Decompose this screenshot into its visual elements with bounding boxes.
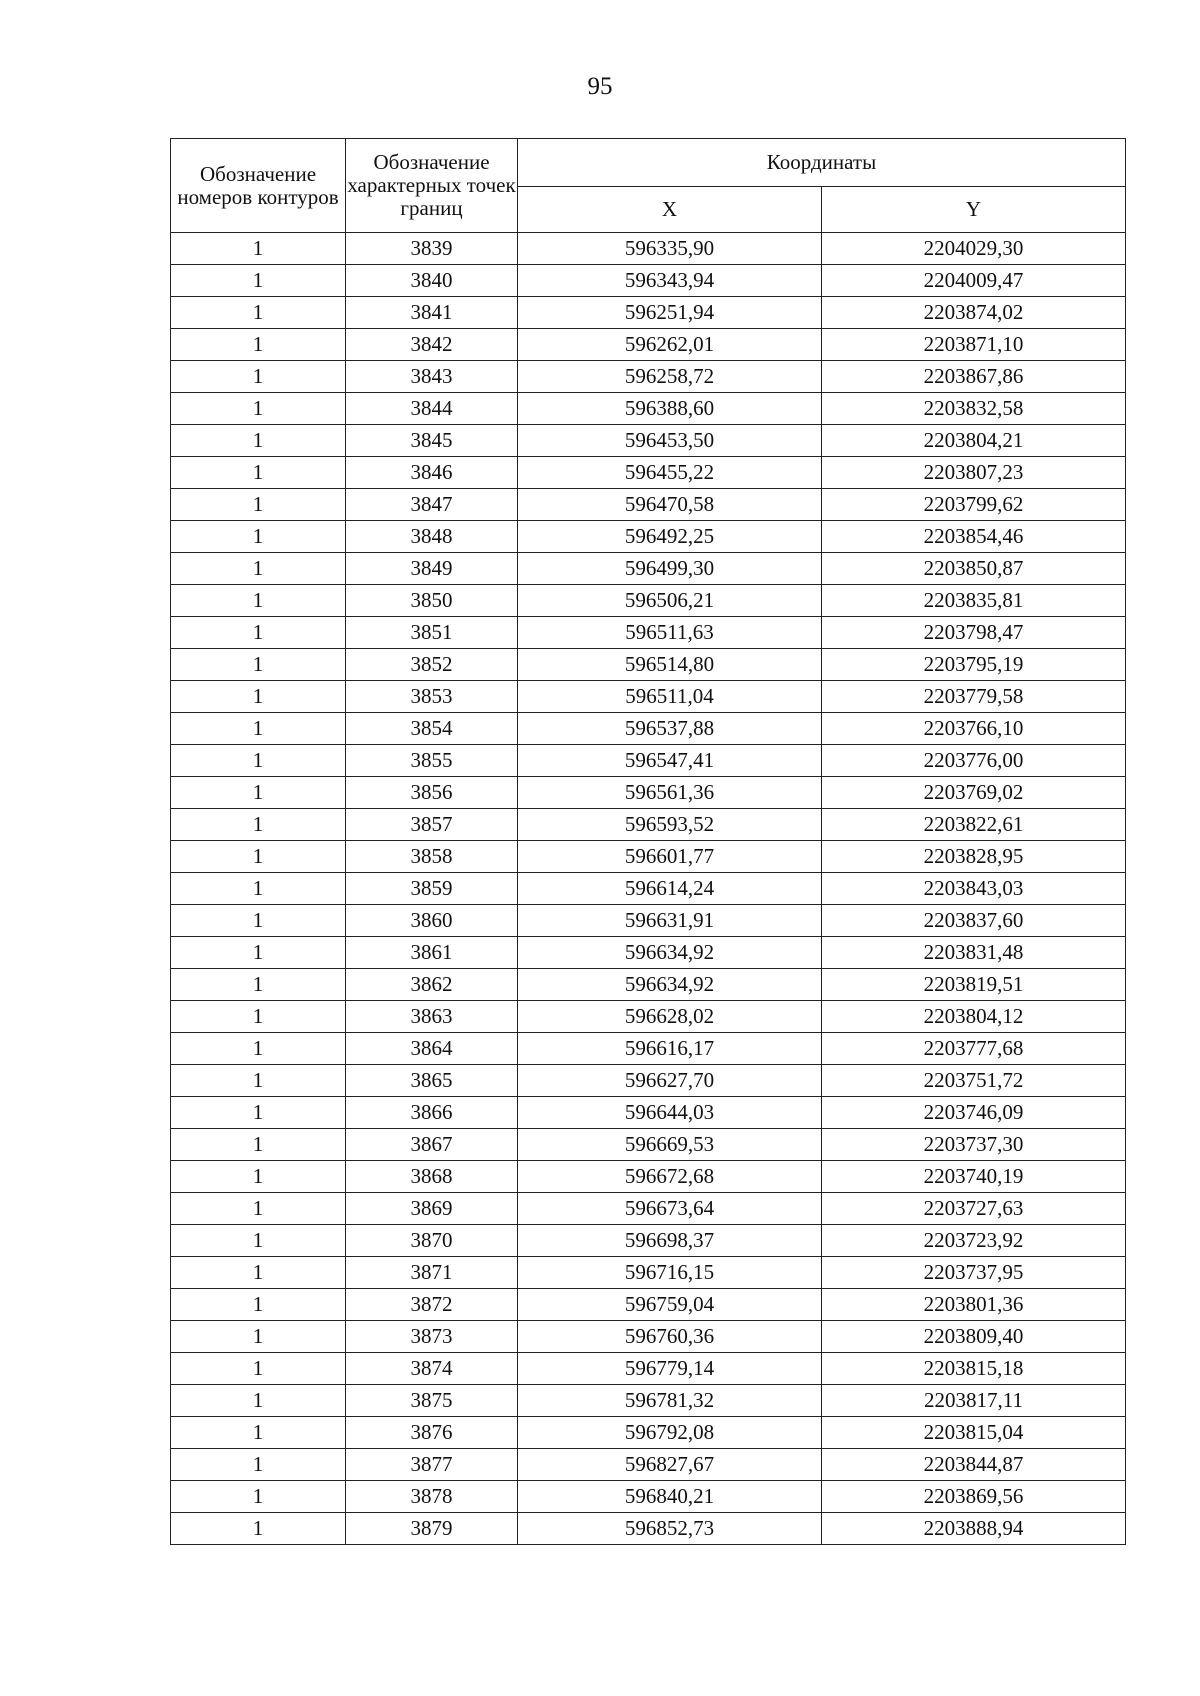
cell-x: 596672,68 [518, 1161, 822, 1193]
table-row [171, 265, 1126, 297]
cell-y: 2203737,30 [822, 1129, 1126, 1161]
cell-contour: 1 [171, 1033, 346, 1065]
table-row [171, 617, 1126, 649]
cell-y: 2203831,48 [822, 937, 1126, 969]
table-row [171, 777, 1126, 809]
cell-y: 2203740,19 [822, 1161, 1126, 1193]
table-row [171, 969, 1126, 1001]
cell-x: 596779,14 [518, 1353, 822, 1385]
cell-x: 596669,53 [518, 1129, 822, 1161]
table-row [171, 873, 1126, 905]
table-row [171, 681, 1126, 713]
cell-y: 2203804,12 [822, 1001, 1126, 1033]
cell-contour: 1 [171, 1449, 346, 1481]
cell-y: 2203737,95 [822, 1257, 1126, 1289]
cell-contour: 1 [171, 1385, 346, 1417]
table-row [171, 585, 1126, 617]
cell-contour: 1 [171, 745, 346, 777]
table-row [171, 1417, 1126, 1449]
table-row [171, 1353, 1126, 1385]
cell-x: 596262,01 [518, 329, 822, 361]
cell-point: 3848 [346, 521, 518, 553]
cell-point: 3867 [346, 1129, 518, 1161]
table-row [171, 425, 1126, 457]
cell-point: 3839 [346, 233, 518, 265]
cell-contour: 1 [171, 1321, 346, 1353]
cell-y: 2204029,30 [822, 233, 1126, 265]
cell-point: 3841 [346, 297, 518, 329]
cell-x: 596593,52 [518, 809, 822, 841]
cell-x: 596601,77 [518, 841, 822, 873]
cell-contour: 1 [171, 681, 346, 713]
cell-point: 3877 [346, 1449, 518, 1481]
cell-x: 596644,03 [518, 1097, 822, 1129]
cell-point: 3850 [346, 585, 518, 617]
cell-contour: 1 [171, 1353, 346, 1385]
cell-y: 2204009,47 [822, 265, 1126, 297]
cell-contour: 1 [171, 649, 346, 681]
cell-contour: 1 [171, 841, 346, 873]
cell-contour: 1 [171, 233, 346, 265]
table-row [171, 329, 1126, 361]
cell-x: 596251,94 [518, 297, 822, 329]
cell-x: 596781,32 [518, 1385, 822, 1417]
cell-x: 596506,21 [518, 585, 822, 617]
cell-point: 3865 [346, 1065, 518, 1097]
cell-contour: 1 [171, 969, 346, 1001]
cell-contour: 1 [171, 585, 346, 617]
cell-point: 3845 [346, 425, 518, 457]
cell-point: 3851 [346, 617, 518, 649]
cell-point: 3864 [346, 1033, 518, 1065]
cell-y: 2203854,46 [822, 521, 1126, 553]
cell-contour: 1 [171, 809, 346, 841]
cell-contour: 1 [171, 873, 346, 905]
cell-y: 2203795,19 [822, 649, 1126, 681]
cell-x: 596343,94 [518, 265, 822, 297]
cell-point: 3858 [346, 841, 518, 873]
cell-point: 3844 [346, 393, 518, 425]
cell-x: 596511,63 [518, 617, 822, 649]
cell-point: 3863 [346, 1001, 518, 1033]
cell-point: 3849 [346, 553, 518, 585]
cell-x: 596537,88 [518, 713, 822, 745]
cell-point: 3875 [346, 1385, 518, 1417]
cell-y: 2203798,47 [822, 617, 1126, 649]
cell-x: 596673,64 [518, 1193, 822, 1225]
header-coordinates: Координаты [518, 139, 1126, 187]
cell-point: 3871 [346, 1257, 518, 1289]
table-row [171, 1289, 1126, 1321]
cell-y: 2203874,02 [822, 297, 1126, 329]
cell-point: 3853 [346, 681, 518, 713]
cell-y: 2203819,51 [822, 969, 1126, 1001]
cell-contour: 1 [171, 457, 346, 489]
table-header [171, 139, 1126, 233]
cell-y: 2203815,18 [822, 1353, 1126, 1385]
cell-y: 2203804,21 [822, 425, 1126, 457]
cell-contour: 1 [171, 1289, 346, 1321]
cell-contour: 1 [171, 425, 346, 457]
table-row [171, 1033, 1126, 1065]
table-row [171, 1513, 1126, 1545]
cell-y: 2203817,11 [822, 1385, 1126, 1417]
cell-y: 2203869,56 [822, 1481, 1126, 1513]
cell-contour: 1 [171, 937, 346, 969]
cell-x: 596759,04 [518, 1289, 822, 1321]
cell-x: 596453,50 [518, 425, 822, 457]
cell-point: 3866 [346, 1097, 518, 1129]
cell-x: 596470,58 [518, 489, 822, 521]
cell-point: 3842 [346, 329, 518, 361]
cell-point: 3872 [346, 1289, 518, 1321]
cell-x: 596634,92 [518, 937, 822, 969]
cell-contour: 1 [171, 553, 346, 585]
cell-point: 3840 [346, 265, 518, 297]
cell-x: 596840,21 [518, 1481, 822, 1513]
cell-point: 3847 [346, 489, 518, 521]
cell-contour: 1 [171, 361, 346, 393]
cell-point: 3870 [346, 1225, 518, 1257]
cell-y: 2203809,40 [822, 1321, 1126, 1353]
table-row [171, 1129, 1126, 1161]
cell-point: 3843 [346, 361, 518, 393]
header-point-designation: Обозначение характерных точек границ [346, 139, 518, 233]
cell-point: 3878 [346, 1481, 518, 1513]
cell-contour: 1 [171, 1417, 346, 1449]
cell-contour: 1 [171, 905, 346, 937]
cell-point: 3854 [346, 713, 518, 745]
cell-y: 2203871,10 [822, 329, 1126, 361]
cell-contour: 1 [171, 713, 346, 745]
cell-point: 3861 [346, 937, 518, 969]
cell-point: 3874 [346, 1353, 518, 1385]
cell-y: 2203850,87 [822, 553, 1126, 585]
table-row [171, 649, 1126, 681]
cell-point: 3857 [346, 809, 518, 841]
table-row [171, 393, 1126, 425]
cell-point: 3852 [346, 649, 518, 681]
cell-y: 2203799,62 [822, 489, 1126, 521]
cell-y: 2203751,72 [822, 1065, 1126, 1097]
cell-y: 2203727,63 [822, 1193, 1126, 1225]
cell-contour: 1 [171, 1481, 346, 1513]
cell-contour: 1 [171, 1513, 346, 1545]
table-row [171, 553, 1126, 585]
cell-y: 2203776,00 [822, 745, 1126, 777]
table-row [171, 937, 1126, 969]
table-row [171, 841, 1126, 873]
cell-contour: 1 [171, 393, 346, 425]
cell-y: 2203867,86 [822, 361, 1126, 393]
cell-y: 2203832,58 [822, 393, 1126, 425]
cell-x: 596616,17 [518, 1033, 822, 1065]
cell-contour: 1 [171, 265, 346, 297]
table-row [171, 713, 1126, 745]
cell-x: 596634,92 [518, 969, 822, 1001]
cell-x: 596614,24 [518, 873, 822, 905]
table-row [171, 905, 1126, 937]
cell-contour: 1 [171, 521, 346, 553]
cell-y: 2203815,04 [822, 1417, 1126, 1449]
cell-y: 2203769,02 [822, 777, 1126, 809]
cell-x: 596511,04 [518, 681, 822, 713]
cell-point: 3869 [346, 1193, 518, 1225]
cell-x: 596628,02 [518, 1001, 822, 1033]
cell-y: 2203779,58 [822, 681, 1126, 713]
cell-contour: 1 [171, 297, 346, 329]
table-row [171, 1001, 1126, 1033]
cell-y: 2203801,36 [822, 1289, 1126, 1321]
cell-x: 596514,80 [518, 649, 822, 681]
cell-point: 3855 [346, 745, 518, 777]
cell-x: 596698,37 [518, 1225, 822, 1257]
table-row [171, 745, 1126, 777]
cell-point: 3859 [346, 873, 518, 905]
cell-point: 3879 [346, 1513, 518, 1545]
cell-point: 3860 [346, 905, 518, 937]
table-row [171, 1193, 1126, 1225]
cell-x: 596388,60 [518, 393, 822, 425]
cell-x: 596455,22 [518, 457, 822, 489]
cell-contour: 1 [171, 1161, 346, 1193]
cell-x: 596258,72 [518, 361, 822, 393]
cell-contour: 1 [171, 329, 346, 361]
cell-contour: 1 [171, 1097, 346, 1129]
table-row [171, 1481, 1126, 1513]
cell-y: 2203844,87 [822, 1449, 1126, 1481]
cell-y: 2203888,94 [822, 1513, 1126, 1545]
cell-y: 2203822,61 [822, 809, 1126, 841]
cell-point: 3868 [346, 1161, 518, 1193]
cell-contour: 1 [171, 1001, 346, 1033]
table-row [171, 457, 1126, 489]
cell-y: 2203746,09 [822, 1097, 1126, 1129]
table-row [171, 233, 1126, 265]
cell-contour: 1 [171, 1257, 346, 1289]
table-row [171, 1257, 1126, 1289]
cell-x: 596631,91 [518, 905, 822, 937]
page-number: 95 [587, 73, 613, 100]
cell-point: 3862 [346, 969, 518, 1001]
table-row [171, 1097, 1126, 1129]
cell-x: 596852,73 [518, 1513, 822, 1545]
cell-x: 596716,15 [518, 1257, 822, 1289]
table-row [171, 489, 1126, 521]
cell-y: 2203723,92 [822, 1225, 1126, 1257]
cell-contour: 1 [171, 1129, 346, 1161]
table-row [171, 809, 1126, 841]
cell-x: 596792,08 [518, 1417, 822, 1449]
table-row [171, 521, 1126, 553]
cell-x: 596627,70 [518, 1065, 822, 1097]
coordinates-table [170, 138, 1126, 1545]
cell-point: 3876 [346, 1417, 518, 1449]
header-contour-number: Обозначение номеров контуров [171, 139, 346, 233]
cell-x: 596492,25 [518, 521, 822, 553]
cell-contour: 1 [171, 1225, 346, 1257]
cell-x: 596827,67 [518, 1449, 822, 1481]
table-row [171, 1321, 1126, 1353]
table-body [171, 233, 1126, 1545]
cell-contour: 1 [171, 617, 346, 649]
cell-y: 2203837,60 [822, 905, 1126, 937]
cell-y: 2203807,23 [822, 457, 1126, 489]
cell-y: 2203835,81 [822, 585, 1126, 617]
cell-x: 596760,36 [518, 1321, 822, 1353]
cell-y: 2203766,10 [822, 713, 1126, 745]
cell-x: 596547,41 [518, 745, 822, 777]
header-y: Y [822, 187, 1126, 233]
cell-x: 596499,30 [518, 553, 822, 585]
cell-x: 596335,90 [518, 233, 822, 265]
cell-contour: 1 [171, 489, 346, 521]
table-row [171, 1065, 1126, 1097]
cell-contour: 1 [171, 1065, 346, 1097]
cell-y: 2203843,03 [822, 873, 1126, 905]
table-row [171, 361, 1126, 393]
cell-y: 2203777,68 [822, 1033, 1126, 1065]
cell-x: 596561,36 [518, 777, 822, 809]
table-row [171, 1161, 1126, 1193]
table-row [171, 297, 1126, 329]
cell-point: 3856 [346, 777, 518, 809]
header-x: X [518, 187, 822, 233]
cell-point: 3846 [346, 457, 518, 489]
cell-y: 2203828,95 [822, 841, 1126, 873]
cell-point: 3873 [346, 1321, 518, 1353]
table-row [171, 1225, 1126, 1257]
table-row [171, 1385, 1126, 1417]
table-row [171, 1449, 1126, 1481]
cell-contour: 1 [171, 1193, 346, 1225]
cell-contour: 1 [171, 777, 346, 809]
